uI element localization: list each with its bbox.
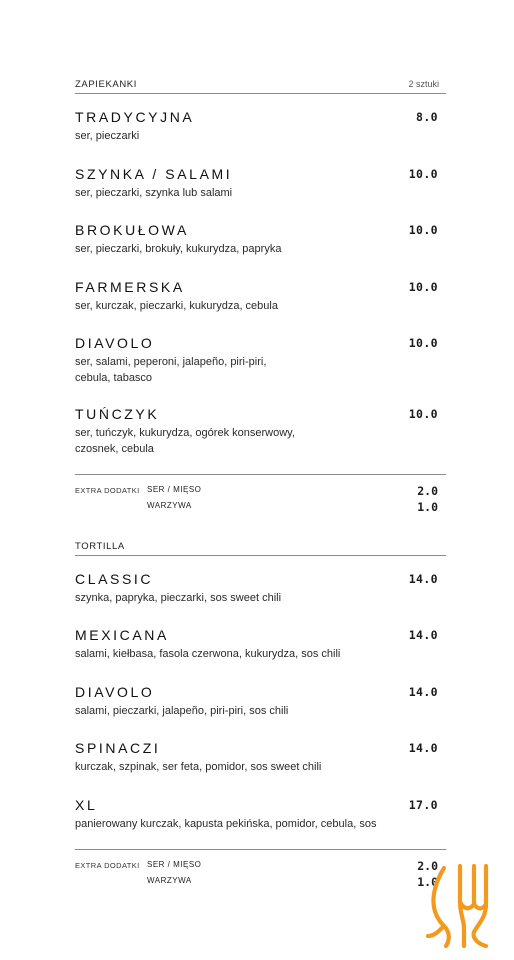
menu-item-mexicana — [75, 626, 438, 662]
item-name: XL — [75, 797, 98, 813]
item-name: SZYNKA / SALAMI — [75, 166, 233, 182]
section-note: 2 sztuki — [408, 79, 439, 89]
extras-row-ser-mieso — [147, 484, 438, 500]
item-name: DIAVOLO — [75, 684, 155, 700]
extras-name: WARZYWA — [147, 876, 192, 885]
item-price: 10.0 — [408, 336, 438, 350]
menu-item-spinaczi — [75, 739, 438, 775]
extras-row-ser-mieso — [147, 859, 438, 875]
item-price: 10.0 — [408, 407, 438, 421]
item-desc: ser, salami, peperoni, jalapeño, piri-piri, cebula, tabasco — [75, 356, 267, 384]
section-title: TORTILLA — [75, 541, 125, 552]
item-name: CLASSIC — [75, 571, 154, 587]
item-desc: salami, pieczarki, jalapeño, piri-piri, sos chili — [75, 705, 289, 717]
item-name: MEXICANA — [75, 627, 169, 643]
item-desc: ser, tuńczyk, kukurydza, ogórek konserwowy, czosnek, cebula — [75, 427, 295, 455]
item-desc: ser, pieczarki, szynka lub salami — [75, 187, 233, 199]
item-name: DIAVOLO — [75, 335, 155, 351]
extras-row-warzywa — [147, 500, 438, 516]
extras-price: 2.0 — [417, 859, 438, 873]
extras-price: 1.0 — [417, 500, 438, 514]
extras-label: EXTRA DODATKI — [75, 486, 140, 495]
extras-name: WARZYWA — [147, 501, 192, 510]
extras-tortilla — [75, 849, 446, 900]
item-name: TRADYCYJNA — [75, 109, 195, 125]
item-price: 14.0 — [408, 628, 438, 642]
menu-item-tunczyk — [75, 405, 438, 457]
extras-name: SER / MIĘSO — [147, 485, 202, 494]
menu-item-farmerska — [75, 278, 438, 314]
item-desc: ser, pieczarki, brokuły, kukurydza, papryka — [75, 243, 282, 255]
extras-label: EXTRA DODATKI — [75, 861, 140, 870]
section-header-zapiekanki — [75, 78, 446, 94]
fork-logo-icon — [424, 862, 500, 948]
item-name: BROKUŁOWA — [75, 222, 189, 238]
section-header-tortilla — [75, 540, 446, 556]
extras-price: 2.0 — [417, 484, 438, 498]
item-price: 10.0 — [408, 280, 438, 294]
menu-item-diavolo — [75, 334, 438, 386]
menu-item-xl — [75, 796, 438, 832]
item-name: FARMERSKA — [75, 279, 185, 295]
item-price: 14.0 — [408, 572, 438, 586]
item-price: 14.0 — [408, 685, 438, 699]
menu-item-classic — [75, 570, 438, 606]
item-name: TUŃCZYK — [75, 406, 160, 422]
menu-item-brokulowa — [75, 221, 438, 257]
extras-row-warzywa — [147, 875, 438, 891]
menu-item-szynka-salami — [75, 165, 438, 201]
item-desc: salami, kiełbasa, fasola czerwona, kukurydza, sos chili — [75, 648, 341, 660]
menu-item-diavolo-tortilla — [75, 683, 438, 719]
item-desc: ser, kurczak, pieczarki, kukurydza, cebula — [75, 300, 278, 312]
item-price: 10.0 — [408, 223, 438, 237]
item-price: 17.0 — [408, 798, 438, 812]
item-price: 14.0 — [408, 741, 438, 755]
extras-name: SER / MIĘSO — [147, 860, 202, 869]
item-desc: szynka, papryka, pieczarki, sos sweet chili — [75, 592, 282, 604]
item-name: SPINACZI — [75, 740, 161, 756]
section-title: ZAPIEKANKI — [75, 79, 137, 90]
extras-price: 1.0 — [417, 875, 438, 889]
item-desc: kurczak, szpinak, ser feta, pomidor, sos sweet chili — [75, 761, 322, 773]
item-desc: panierowany kurczak, kapusta pekińska, pomidor, cebula, sos — [75, 818, 377, 830]
item-price: 10.0 — [408, 167, 438, 181]
extras-zapiekanki — [75, 474, 446, 525]
item-price: 8.0 — [416, 110, 438, 124]
item-desc: ser, pieczarki — [75, 130, 140, 142]
menu-item-tradycyjna — [75, 108, 438, 144]
